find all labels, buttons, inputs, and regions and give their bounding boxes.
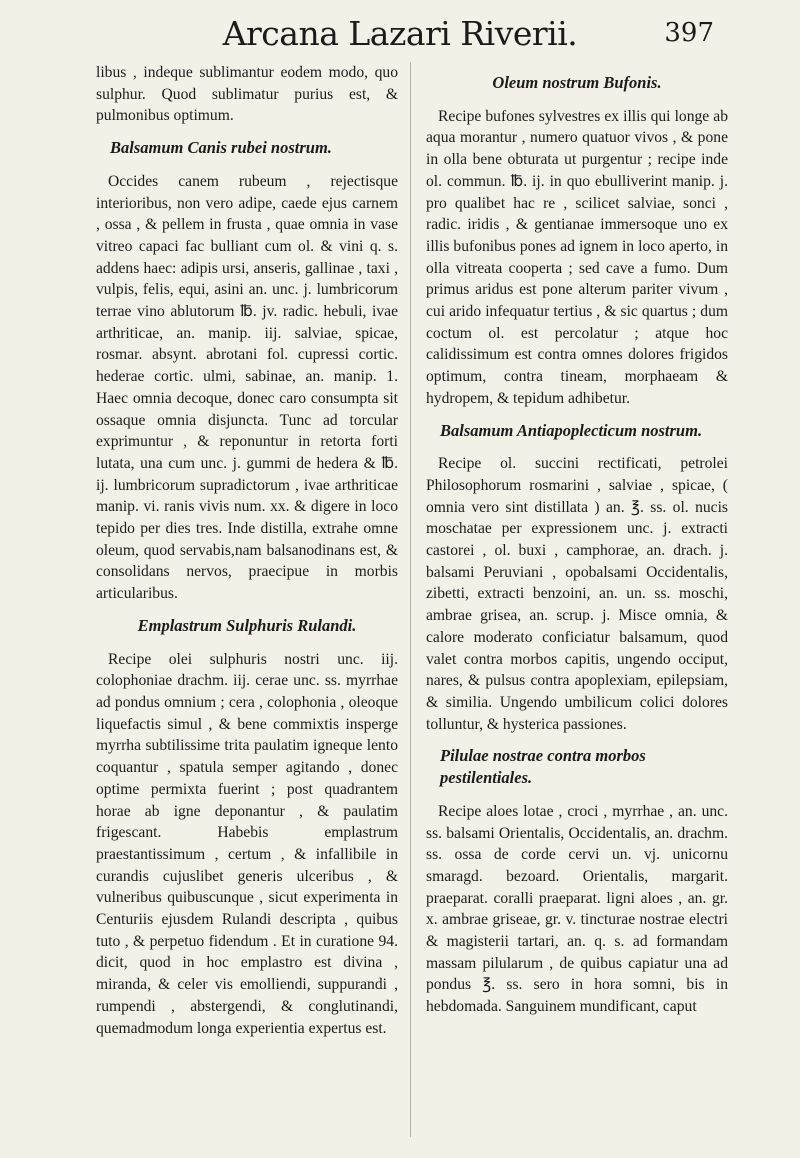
right-paragraph-1: Recipe bufones sylvestres ex illis qui longe ab aqua morantur , numero quatuor vivos , & pone in olla bene obturata ut purgentur ; recipe inde ol. commun. ℔. ij. in quo ebulliverint manip. j. pro qualibet hac re , scilicet salviae, sonci , radic. iridis , & gentianae immersoque uno ex illis bufonibus pones ad ignem in loco aperto, in olla vitreata cooperta ; sed cave a fumo. Dum primus aridus est pone alterum pariter vivum , cui arido infequatur tertius , & sic quartus ; dum coctum ol. est percolatur ; atque hoc calidissimum est contra omnes dolores frigidos optimum, contra tineam, morphaeam & hydropem, & tepidum adhibetur. <box>426 107 728 407</box>
running-head <box>0 6 800 58</box>
right-paragraph-2: Recipe ol. succini rectificati, petrolei Philosophorum rosmarini , salviae , spicae, ( omnia vero sint distillata ) an. ℥. ss. ol. nucis moschatae per expressionem unc. j. extracti castorei , ol. buxi , camphorae, an. drach. j. balsami Peruviani , opobalsami Occidentalis, zibetti, extracti benzoini, an. un. ss. moschi, ambrae grisea, an. scrup. j. Misce omnia, & calore moderato conficiatur balsamum, quod valet contra morbos capitis, ungendo occiput, nares, & pulsus contra apoplexiam, epilepsiam, & similia. Ungendo umbilicum colici dolores tolluntur, & hysterica passiones. <box>426 455 728 733</box>
heading-balsamum-canis: Balsamum Canis rubei nostrum. <box>110 138 332 158</box>
heading-balsamum-antiapoplecticum: Balsamum Antiapoplecticum nostrum. <box>440 420 703 440</box>
heading-pilulae: Pilulae nostrae contra morbos pestilentiales. <box>440 746 646 788</box>
heading-oleum-bufonis: Oleum nostrum Bufonis. <box>492 73 662 92</box>
right-column <box>426 62 728 1018</box>
left-paragraph-3: Recipe olei sulphuris nostri unc. iij. colophoniae drachm. iij. cerae unc. ss. myrrhae ad pondus omnium ; cera , colophonia , oleoque liquefactis simul , & bene commixtis insperge myrrha subtilissime trita paulatim igneque lento coquantur , spatula semper agitando , donec optime permixta fuerint ; post quadrantem horae ab igne deponantur , & paulatim frigescant. Habebis emplastrum praestantissimum , certum , & infallibile in curandis cujuslibet generis ulceribus , & vulneribus quibuscunque , sicut experimenta in Centuriis ejusdem Rulandi descripta , quibus tuto , & perpetuo fidendum . Et in curatione 94. dicit, quod in hoc emplastro est divina , miranda, & celer vis emolliendi, suppurandi , rumpendi , abstergendi, & conglutinandi, quemadmodum longa experientia expertus est. <box>96 650 398 1037</box>
heading-emplastrum-sulphuris: Emplastrum Sulphuris Rulandi. <box>137 615 357 635</box>
column-divider <box>410 62 411 1137</box>
running-head-title: Arcana Lazari Riverii. <box>222 14 578 53</box>
left-paragraph-2: Occides canem rubeum , rejectisque interioribus, non vero adipe, caede ejus carnem , ossa , & pellem in frusta , quae omnia in vase vitreo capaci fac bulliant cum ol. & vini q. s. addens haec: adipis ursi, anseris, gallinae , taxi , vulpis, felis, equi, asini an. unc. j. lumbricorum terrae vino ablutorum ℔. jv. radic. hebuli, ivae arthriticae, an. manip. iij. salviae, spicae, rosmar. absynt. abrotani fol. cupressi cortic. hederae cortic. ulmi, sabinae, an. manip. 1. Haec omnia decoque, donec caro consumpta sit ossaque omnia disjuncta. Tunc ad torcular exprimuntur , & reponuntur in retorta forti lutata, una cum unc. j. gummi de hedera & ℔. ij. lumbricorum supradictorum , ivae arthriticae manip. vi. ranis vivis num. xx. & digere in loco tepido per dies tres. Inde distilla, extrahe omne oleum, quod servabis,nam balsanodinans est, & consolidans nervos, praecipue in morbis articularibus. <box>96 172 398 603</box>
left-column <box>96 62 398 1039</box>
right-paragraph-3: Recipe aloes lotae , croci , myrrhae , an. unc. ss. balsami Orientalis, Occidentalis, an. drachm. ss. ossa de corde cervi un. vj. unicornu smaragd. bezoard. Orientalis, margarit. praeparat. coralli praeparat. ligni aloes , an. gr. x. ambrae griseae, gr. v. tincturae nostrae electri & magisterii tartari, an. q. s. ad formandam massam pilularum , de quibus capiatur una ad pondus ℥. ss. sero in hora somni, bis in hebdomada. Sanguinem mundificant, caput <box>426 802 728 1016</box>
left-paragraph-1: libus , indeque sublimantur eodem modo, quo sulphur. Quod sublimatur purius est, & pulmonibus optimum. <box>96 64 398 125</box>
page-number: 397 <box>664 18 714 48</box>
